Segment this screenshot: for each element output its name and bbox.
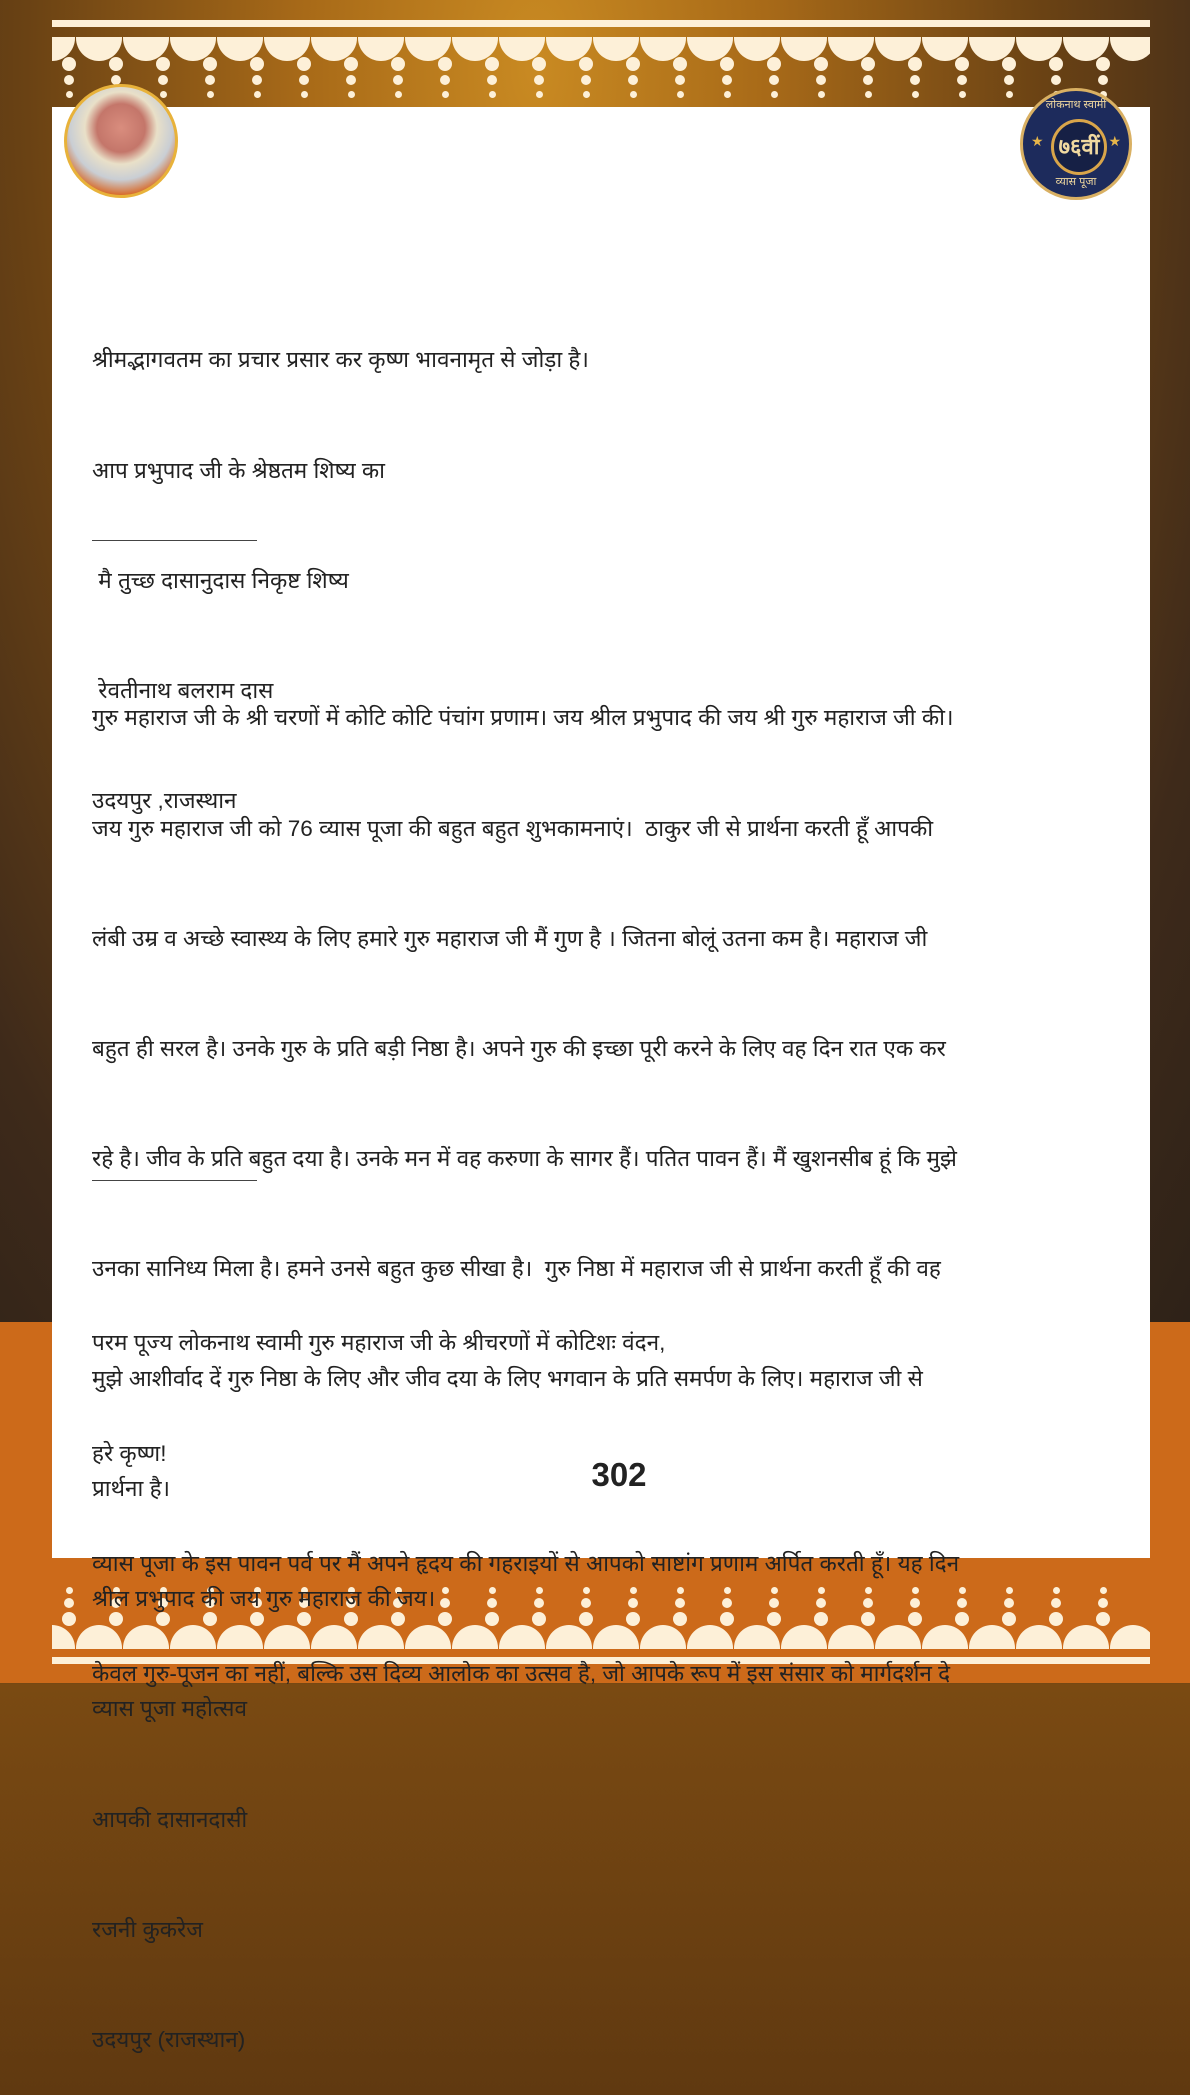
dot-ornament bbox=[62, 1612, 76, 1626]
dot-ornament bbox=[912, 91, 919, 98]
dot-ornament bbox=[64, 1598, 74, 1608]
dot-ornament bbox=[487, 75, 497, 85]
dot-ornament bbox=[720, 57, 734, 71]
star-icon: ★ bbox=[1031, 133, 1044, 149]
dot-ornament bbox=[395, 91, 402, 98]
dot-ornament bbox=[1051, 75, 1061, 85]
dot-ornament bbox=[532, 57, 546, 71]
scallop-shape bbox=[969, 1625, 1015, 1649]
dot-ornament bbox=[64, 75, 74, 85]
dot-ornament bbox=[346, 75, 356, 85]
dot-ornament bbox=[348, 91, 355, 98]
dot-ornament bbox=[1098, 75, 1108, 85]
dot-ornament bbox=[1100, 1587, 1107, 1594]
dot-ornament bbox=[581, 75, 591, 85]
dot-ornament bbox=[207, 91, 214, 98]
dot-ornament bbox=[1002, 57, 1016, 71]
dot-ornament bbox=[536, 91, 543, 98]
text-line: मै तुच्छ दासानुदास निकृष्ट शिष्य bbox=[92, 567, 349, 593]
dot-ornament bbox=[1096, 57, 1110, 71]
text-line: परम पूज्य लोकनाथ स्वामी गुरु महाराज जी के श्रीचरणों में कोटिशः वंदन, bbox=[92, 1330, 666, 1356]
text-line: हरे कृष्ण! bbox=[92, 1440, 167, 1466]
text-line: रहे है। जीव के प्रति बहुत दया है। उनके मन में वह करुणा के सागर हैं। पतित पावन हैं। मैं खुशनसीब हूं कि मुझे bbox=[92, 1145, 957, 1171]
text-line: श्रील प्रभुपाद की जय गुरु महाराज की जय। bbox=[92, 1586, 436, 1612]
dot-ornament bbox=[771, 91, 778, 98]
dot-ornament bbox=[816, 75, 826, 85]
guru-photo bbox=[64, 84, 178, 198]
text-line: जय गुरु महाराज जी को 76 व्यास पूजा की बहुत बहुत शुभकामनाएं। ठाकुर जी से प्रार्थना करती हूँ आपकी bbox=[92, 815, 934, 841]
text-line: आप प्रभुपाद जी के श्रेष्ठतम शिष्य का bbox=[92, 457, 385, 483]
dot-ornament bbox=[1096, 1612, 1110, 1626]
dot-ornament bbox=[818, 91, 825, 98]
dot-ornament bbox=[1049, 1612, 1063, 1626]
star-icon: ★ bbox=[1108, 133, 1121, 149]
dot-ornament bbox=[955, 57, 969, 71]
text-line: आपकी दासानदासी bbox=[92, 1806, 248, 1832]
top-scallop-border bbox=[52, 37, 1150, 61]
dot-ornament bbox=[109, 57, 123, 71]
dot-ornament bbox=[583, 91, 590, 98]
top-border-bar bbox=[52, 20, 1150, 27]
dot-ornament bbox=[1006, 91, 1013, 98]
dot-ornament bbox=[863, 75, 873, 85]
dot-ornament bbox=[160, 91, 167, 98]
emblem-number: ७६वीं bbox=[1051, 119, 1107, 175]
dot-ornament bbox=[442, 91, 449, 98]
page-number: 302 bbox=[591, 1456, 647, 1493]
text-line: व्यास पूजा महोत्सव bbox=[92, 1696, 247, 1722]
dot-ornament bbox=[769, 75, 779, 85]
dot-ornament bbox=[1051, 1598, 1061, 1608]
dot-ornament bbox=[959, 91, 966, 98]
dot-ornament bbox=[1098, 1598, 1108, 1608]
dot-ornament bbox=[724, 91, 731, 98]
dot-ornament bbox=[158, 75, 168, 85]
text-line: लंबी उम्र व अच्छे स्वास्थ्य के लिए हमारे गुरु महाराज जी मैं गुण है । जितना बोलूं उतना कम है। महाराज जी bbox=[92, 925, 928, 951]
text-line: उनका सानिध्य मिला है। हमने उनसे बहुत कुछ सीखा है। गुरु निष्ठा में महाराज जी से प्रार्थना करती हूँ की वह bbox=[92, 1255, 941, 1281]
emblem-bottom-text: व्यास पूजा bbox=[1055, 176, 1097, 188]
dot-ornament bbox=[203, 57, 217, 71]
text-line: प्रार्थना है। bbox=[92, 1476, 171, 1502]
dot-ornament bbox=[1002, 1612, 1016, 1626]
dot-ornament bbox=[1053, 1587, 1060, 1594]
dot-ornament bbox=[534, 75, 544, 85]
dot-ornament bbox=[959, 1587, 966, 1594]
dot-ornament bbox=[957, 75, 967, 85]
dot-ornament bbox=[722, 75, 732, 85]
text-line: गुरु महाराज जी के श्री चरणों में कोटि कोटि पंचांग प्रणाम। जय श्रील प्रभुपाद की जय श्री गुरु महाराज जी की। bbox=[92, 705, 954, 731]
dot-ornament bbox=[910, 75, 920, 85]
dot-ornament bbox=[438, 57, 452, 71]
separator-line bbox=[92, 1180, 257, 1181]
dot-ornament bbox=[630, 91, 637, 98]
scallop-shape bbox=[1016, 1625, 1062, 1649]
dot-ornament bbox=[250, 57, 264, 71]
separator-line bbox=[92, 540, 257, 541]
dot-ornament bbox=[62, 57, 76, 71]
text-line: व्यास पूजा के इस पावन पर्व पर मैं अपने हृदय की गहराइयों से आपको साष्टांग प्रणाम अर्पित करती हूँ। यह दिन bbox=[92, 1550, 960, 1576]
dot-ornament bbox=[677, 91, 684, 98]
dot-ornament bbox=[66, 91, 73, 98]
dot-ornament bbox=[865, 91, 872, 98]
dot-ornament bbox=[344, 57, 358, 71]
dot-ornament bbox=[156, 57, 170, 71]
dot-ornament bbox=[861, 57, 875, 71]
dot-ornament bbox=[485, 57, 499, 71]
dot-ornament bbox=[297, 57, 311, 71]
dot-ornament bbox=[1049, 57, 1063, 71]
dot-ornament bbox=[489, 91, 496, 98]
dot-ornament bbox=[767, 57, 781, 71]
text-line: केवल गुरु-पूजन का नहीं, बल्कि उस दिव्य आलोक का उत्सव है, जो आपके रूप में इस संसार को मार्गदर्शन दे bbox=[92, 1660, 951, 1686]
dot-ornament bbox=[814, 57, 828, 71]
dot-ornament bbox=[393, 75, 403, 85]
dot-ornament bbox=[1006, 1587, 1013, 1594]
dot-ornament bbox=[299, 75, 309, 85]
dot-ornament bbox=[301, 91, 308, 98]
dot-ornament bbox=[254, 91, 261, 98]
scallop-shape bbox=[1063, 1625, 1109, 1649]
dot-ornament bbox=[391, 57, 405, 71]
scallop-shape bbox=[52, 1625, 75, 1649]
text-line: बहुत ही सरल है। उनके गुरु के प्रति बड़ी निष्ठा है। अपने गुरु की इच्छा पूरी करने के लिए वह दिन रात एक कर bbox=[92, 1035, 946, 1061]
dot-ornament bbox=[440, 75, 450, 85]
dot-ornament bbox=[66, 1587, 73, 1594]
scallop-shape bbox=[1110, 37, 1150, 61]
vyasa-puja-emblem bbox=[1020, 88, 1132, 200]
text-line: रेवतीनाथ बलराम दास bbox=[92, 677, 274, 703]
text-line: उदयपुर ,राजस्थान bbox=[92, 787, 237, 813]
text-line: मुझे आशीर्वाद दें गुरु निष्ठा के लिए और जीव दया के लिए भगवान के प्रति समर्पण के लिए। महाराज जी से bbox=[92, 1366, 923, 1392]
dot-ornament bbox=[628, 75, 638, 85]
text-line: उदयपुर (राजस्थान) bbox=[92, 2026, 246, 2052]
dot-ornament bbox=[626, 57, 640, 71]
dot-ornament bbox=[1004, 1598, 1014, 1608]
dot-ornament bbox=[675, 75, 685, 85]
emblem-top-text: लोकनाथ स्वामी bbox=[1045, 99, 1107, 111]
dot-ornament bbox=[579, 57, 593, 71]
dot-ornament bbox=[252, 75, 262, 85]
dot-ornament bbox=[205, 75, 215, 85]
text-line: रजनी कुकरेज bbox=[92, 1916, 203, 1942]
dot-ornament bbox=[673, 57, 687, 71]
text-line: श्रीमद्भागवतम का प्रचार प्रसार कर कृष्ण भावनामृत से जोड़ा है। bbox=[92, 347, 589, 373]
dot-ornament bbox=[908, 57, 922, 71]
dot-ornament bbox=[1004, 75, 1014, 85]
scallop-shape bbox=[1110, 1625, 1150, 1649]
